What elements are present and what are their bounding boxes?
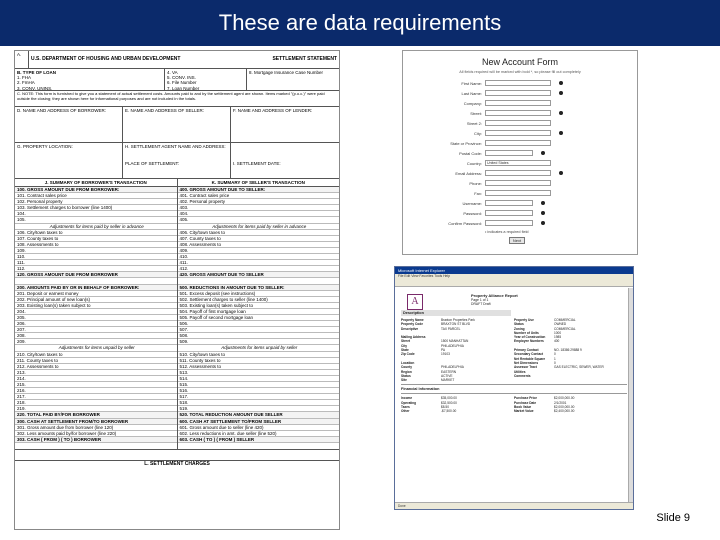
account-field-row <box>403 158 637 168</box>
detail-key: Street <box>401 339 411 344</box>
field-label: Username: <box>462 200 482 206</box>
text-input[interactable] <box>485 170 551 176</box>
detail-key: Region <box>401 369 412 374</box>
detail-value: 0 <box>554 352 556 357</box>
detail-key: Secondary Contact <box>514 352 544 357</box>
form-line: 100. GROSS AMOUNT DUE FROM BORROWER: <box>15 187 177 193</box>
detail-key: Taxes <box>401 405 410 410</box>
property-right-details <box>514 318 627 382</box>
detail-value: PA <box>441 348 446 353</box>
account-field-row <box>403 88 637 98</box>
required-marker-icon <box>541 211 545 215</box>
loan-option: 4. VA <box>167 70 178 75</box>
text-input[interactable] <box>485 150 533 156</box>
form-line: 402. Personal property <box>178 199 340 205</box>
country-select[interactable]: United States <box>485 160 551 166</box>
loan-option: 5. CONV. INS. <box>167 75 196 81</box>
loan-option: 1. FHA <box>17 75 32 81</box>
loan-option: 3. CONV. UNINS. <box>17 85 53 91</box>
form-line: 603. CASH ( TO ) ( FROM ) SELLER <box>178 437 340 443</box>
place-of-settlement-label: PLACE OF SETTLEMENT: <box>125 161 180 167</box>
detail-row <box>401 409 514 413</box>
financial-section: Financial Information <box>401 387 440 392</box>
text-input[interactable] <box>485 140 551 146</box>
required-marker-icon <box>541 201 545 205</box>
detail-key: Status <box>401 373 411 378</box>
field-label: Street 2: <box>466 120 482 126</box>
detail-key: Site <box>401 378 407 383</box>
required-marker-icon <box>559 111 563 115</box>
detail-value: -$7,500.00 <box>441 409 457 414</box>
form-section-a: A. <box>15 51 29 68</box>
window-scrollbar[interactable] <box>628 288 633 502</box>
form-line: 210. City/town taxes to <box>15 352 177 358</box>
detail-key: Market Value <box>514 409 534 414</box>
form-line: 111. <box>15 260 177 266</box>
borrower-summary-header: J. SUMMARY OF BORROWER'S TRANSACTION <box>15 179 178 186</box>
detail-key: Income <box>401 396 413 401</box>
detail-value: $2,000,000.00 <box>554 405 575 410</box>
detail-value: COMMERCIAL <box>554 326 576 331</box>
detail-key: Descriptive <box>401 326 419 331</box>
account-field-row <box>403 98 637 108</box>
form-line: 514. <box>178 376 340 382</box>
loan-option: 2. FmHA <box>17 80 35 86</box>
report-address-line: Page 1 of 1 <box>471 298 489 302</box>
detail-value: 1500 MANHATTAN <box>441 339 469 344</box>
form-line: 411. <box>178 260 340 266</box>
form-line: 500. REDUCTIONS IN AMOUNT DUE TO SELLER: <box>178 285 340 291</box>
form-line: Adjustments for items unpaid by seller <box>15 345 177 351</box>
detail-key: City <box>401 343 408 348</box>
text-input[interactable] <box>485 220 533 226</box>
settlement-agent-label: H. SETTLEMENT AGENT NAME AND ADDRESS: <box>125 144 226 149</box>
form-line: 507. <box>178 327 340 333</box>
text-input[interactable] <box>485 100 551 106</box>
detail-key: Assessor Tract <box>514 365 537 370</box>
detail-value: TAX PARCEL <box>441 326 461 331</box>
account-field-row <box>403 208 637 218</box>
form-agency: U.S. DEPARTMENT OF HOUSING AND URBAN DEVELOPMENT <box>31 55 181 62</box>
company-logo: A <box>407 294 423 310</box>
detail-key: County <box>401 365 412 370</box>
form-line: 509. <box>178 339 340 345</box>
detail-value: PHILADELPHIA <box>441 365 464 370</box>
detail-key: Comments <box>514 373 531 378</box>
form-line: 102. Personal property <box>15 199 177 205</box>
field-label: Last Name: <box>461 90 482 96</box>
account-field-row <box>403 78 637 88</box>
form-line: 208. <box>15 333 177 339</box>
next-button[interactable]: Next <box>509 237 525 244</box>
form-line: 105. <box>15 217 177 223</box>
form-line: 512. Assessments to <box>178 364 340 370</box>
form-line: 404. <box>178 211 340 217</box>
form-line: 504. Payoff of first mortgage loan <box>178 309 340 315</box>
settlement-date-label: I. SETTLEMENT DATE: <box>233 161 281 166</box>
form-line: 200. AMOUNTS PAID BY OR IN BEHALF OF BORROWER: <box>15 285 177 291</box>
detail-value: NO. 18386 29888 9 <box>554 348 582 353</box>
form-line: 206. <box>15 321 177 327</box>
form-note: C. NOTE: This form is furnished to give you a statement of actual settlement costs. Amounts paid to and by the settlement agent are shown. Items marked "(p.o.c.)" were paid outside the closing; they are shown here for informational purposes and are not included in the totals. <box>17 91 325 101</box>
account-field-row <box>403 168 637 178</box>
account-field-row <box>403 178 637 188</box>
account-form-title: New Account Form <box>481 57 559 67</box>
detail-key: Utilities <box>514 369 526 374</box>
form-line: 510. City/town taxes to <box>178 352 340 358</box>
file-number-label: 6. File Number <box>167 80 197 86</box>
form-line: 403. <box>178 205 340 211</box>
window-title: Microsoft Internet Explorer <box>395 267 633 274</box>
form-line: 511. County taxes to <box>178 358 340 364</box>
form-line: 600. CASH AT SETTLEMENT TO/FROM SELLER <box>178 419 340 425</box>
detail-value: 1 <box>554 356 556 361</box>
form-line: 420. GROSS AMOUNT DUE TO SELLER <box>178 272 340 278</box>
detail-value: 400 <box>554 339 560 344</box>
field-label: State or Province: <box>450 140 482 146</box>
form-line: 120. GROSS AMOUNT DUE FROM BORROWER <box>15 272 177 278</box>
text-input[interactable] <box>485 190 551 196</box>
form-line: 602. Less reductions in amt. due seller (line 520) <box>178 431 340 437</box>
account-field-row <box>403 128 637 138</box>
form-line: 109. <box>15 248 177 254</box>
detail-key: Property Use <box>514 318 534 322</box>
detail-key: Employee Numbers <box>514 339 544 344</box>
detail-value: $8.50 <box>441 405 449 410</box>
detail-key: Net Rentable Square <box>514 356 546 361</box>
form-line: 106. City/town taxes to <box>15 230 177 236</box>
new-account-form <box>402 50 638 255</box>
account-fields <box>403 78 637 228</box>
form-line: 220. TOTAL PAID BY/FOR BORROWER <box>15 412 177 418</box>
form-line: 518. <box>178 400 340 406</box>
form-line: Adjustments for items unpaid by seller <box>178 345 340 351</box>
detail-key: Property Code <box>401 322 423 327</box>
property-left-details <box>401 318 514 382</box>
form-line: 205. <box>15 315 177 321</box>
form-line: 517. <box>178 394 340 400</box>
financial-right-details <box>514 396 627 413</box>
text-input[interactable] <box>485 90 551 96</box>
slide-title: These are data requirements <box>0 0 720 46</box>
detail-value: GAS ELECTRIC, SEWER, WATER <box>554 365 604 370</box>
required-marker-icon <box>559 131 563 135</box>
form-line: 216. <box>15 388 177 394</box>
form-line: 515. <box>178 382 340 388</box>
detail-key: Property Name <box>401 318 424 322</box>
form-line: 400. GROSS AMOUNT DUE TO SELLER: <box>178 187 340 193</box>
field-label: Street: <box>470 110 482 116</box>
form-line: 211. County taxes to <box>15 358 177 364</box>
detail-key: State <box>401 348 409 353</box>
field-label: Company: <box>463 100 482 106</box>
seller-lines <box>178 187 340 449</box>
detail-key: Status <box>514 322 524 327</box>
text-input[interactable] <box>485 110 551 116</box>
form-line: 214. <box>15 376 177 382</box>
detail-key: Year of Construction <box>514 335 546 340</box>
mortgage-insurance-label: 8. Mortgage Insurance Case Number <box>249 70 324 75</box>
text-input[interactable] <box>485 180 551 186</box>
detail-value: BRAXTON ST BLVD <box>441 322 471 327</box>
form-title: SETTLEMENT STATEMENT <box>272 55 337 62</box>
detail-value: EASTERN <box>441 369 457 374</box>
detail-value: $32,500.00 <box>441 400 457 405</box>
form-line: 209. <box>15 339 177 345</box>
description-section: Description <box>401 310 511 316</box>
account-field-row <box>403 188 637 198</box>
form-line: 409. <box>178 248 340 254</box>
form-line: 520. TOTAL REDUCTION AMOUNT DUE SELLER <box>178 412 340 418</box>
detail-value: ACTIVE <box>441 373 453 378</box>
property-report-window <box>394 266 634 510</box>
borrower-lines <box>15 187 178 449</box>
required-marker-icon <box>541 151 545 155</box>
field-label: Email Address: <box>455 170 482 176</box>
form-line: 506. <box>178 321 340 327</box>
form-line: 101. Contract sales price <box>15 193 177 199</box>
field-label: Fax: <box>474 190 482 196</box>
form-line: Adjustments for items paid by seller in advance <box>178 224 340 230</box>
form-line: 104. <box>15 211 177 217</box>
window-menu[interactable]: File Edit View Favorites Tools Help <box>395 274 633 279</box>
required-marker-icon <box>559 91 563 95</box>
form-line: 212. Assessments to <box>15 364 177 370</box>
financial-left-details <box>401 396 514 413</box>
detail-key: Other <box>401 409 410 414</box>
required-marker-icon <box>559 81 563 85</box>
detail-value: COMMERCIAL <box>554 318 576 322</box>
form-line: 519. <box>178 406 340 412</box>
borrower-name-label: D. NAME AND ADDRESS OF BORROWER: <box>15 107 123 142</box>
form-line: 406. City/town taxes to <box>178 230 340 236</box>
report-address-line: DRAFT Draft <box>471 302 491 306</box>
form-line: 410. <box>178 254 340 260</box>
text-input[interactable] <box>485 120 551 126</box>
form-line: 300. CASH AT SETTLEMENT FROM/TO BORROWER <box>15 419 177 425</box>
detail-value: $35,000.00 <box>441 396 457 401</box>
required-marker-icon <box>559 171 563 175</box>
account-field-row <box>403 218 637 228</box>
field-label: Password: <box>463 210 482 216</box>
detail-key: Purchase Date <box>514 400 537 405</box>
detail-row <box>514 374 627 378</box>
detail-key: Mailing Address <box>401 335 426 340</box>
form-line: 215. <box>15 382 177 388</box>
required-marker-icon <box>541 221 545 225</box>
text-input[interactable] <box>485 200 533 206</box>
form-line: 217. <box>15 394 177 400</box>
form-line: 110. <box>15 254 177 260</box>
form-line: 108. Assessments to <box>15 242 177 248</box>
loan-number-label: 7. Loan Number <box>167 85 200 91</box>
form-line: 501. Excess deposit (see instructions) <box>178 291 340 297</box>
detail-key: Book Value <box>514 405 532 410</box>
account-field-row <box>403 148 637 158</box>
detail-value: PHILADELPHIA <box>441 343 464 348</box>
account-field-row <box>403 198 637 208</box>
window-toolbar[interactable] <box>395 279 633 287</box>
text-input[interactable] <box>485 210 533 216</box>
account-form-subtitle: All fields required will be marked with bold *, so please fill out completely <box>459 70 581 74</box>
form-line: 103. Settlement charges to borrower (line 1400) <box>15 205 177 211</box>
settlement-statement-form <box>14 50 340 530</box>
detail-key: Net Dimensions <box>514 360 539 365</box>
form-line: 405. <box>178 217 340 223</box>
detail-value: 2/1/2001 <box>554 400 567 405</box>
text-input[interactable] <box>485 130 551 136</box>
account-field-row <box>403 118 637 128</box>
detail-key: Purchase Price <box>514 396 538 401</box>
form-line: 412. <box>178 266 340 272</box>
field-label: Postal Code: <box>459 150 482 156</box>
field-label: City: <box>474 130 482 136</box>
slide-number: Slide 9 <box>656 512 690 524</box>
form-line: 303. CASH ( FROM ) ( TO ) BORROWER <box>15 437 177 443</box>
field-label: Confirm Password: <box>448 220 482 226</box>
form-line: 204. <box>15 309 177 315</box>
form-line: 301. Gross amount due from borrower (line 120) <box>15 425 177 431</box>
detail-row <box>401 378 514 382</box>
report-company: Property Alliance Report <box>471 293 518 298</box>
detail-value: Braxton Properties Park <box>441 318 475 322</box>
field-label: First Name: <box>461 80 482 86</box>
form-line: 401. Contract sales price <box>178 193 340 199</box>
lender-name-label: F. NAME AND ADDRESS OF LENDER: <box>233 108 313 113</box>
window-status: Done <box>395 502 633 509</box>
seller-summary-header: K. SUMMARY OF SELLER'S TRANSACTION <box>211 180 305 185</box>
form-line: 203. Existing loan(s) taken subject to <box>15 303 177 309</box>
detail-key: Zoning <box>514 326 525 331</box>
form-line: 202. Principal amount of new loan(s) <box>15 297 177 303</box>
property-location-label: G. PROPERTY LOCATION: <box>15 143 123 178</box>
form-line: 408. Assessments to <box>178 242 340 248</box>
form-line: 503. Existing loan(s) taken subject to <box>178 303 340 309</box>
account-field-row <box>403 138 637 148</box>
form-line: 213. <box>15 370 177 376</box>
property-report-content <box>395 288 633 502</box>
detail-value: $2,400,000.00 <box>554 409 575 414</box>
required-note: • indicates a required field <box>485 230 529 234</box>
detail-key: Zip Code <box>401 352 415 357</box>
form-line: 508. <box>178 333 340 339</box>
detail-value: 0 <box>554 360 556 365</box>
form-line: 302. Less amounts paid by/for borrower (line 220) <box>15 431 177 437</box>
detail-value: $2,000,000.00 <box>554 396 575 401</box>
text-input[interactable] <box>485 80 551 86</box>
detail-row <box>514 409 627 413</box>
detail-value: OWNED <box>554 322 567 327</box>
form-line: 201. Deposit or earnest money <box>15 291 177 297</box>
form-line: 516. <box>178 388 340 394</box>
detail-key: Number of Units <box>514 330 539 335</box>
form-line: 513. <box>178 370 340 376</box>
type-of-loan-label: B. TYPE OF LOAN <box>17 70 57 75</box>
detail-value: 19103 <box>441 352 450 357</box>
form-line: 207. <box>15 327 177 333</box>
form-line: 502. Settlement charges to seller (line 1400) <box>178 297 340 303</box>
settlement-charges-label: L. SETTLEMENT CHARGES <box>15 460 339 468</box>
detail-key: Primary Contact <box>514 348 539 353</box>
form-line: Adjustments for items paid by seller in advance <box>15 224 177 230</box>
form-line: 107. County taxes to <box>15 236 177 242</box>
form-line: 219. <box>15 406 177 412</box>
form-line: 407. County taxes to <box>178 236 340 242</box>
form-line: 112. <box>15 266 177 272</box>
account-field-row <box>403 108 637 118</box>
form-line: 218. <box>15 400 177 406</box>
field-label: Country: <box>466 160 482 166</box>
detail-key: Operating <box>401 400 417 405</box>
form-line: 505. Payoff of second mortgage loan <box>178 315 340 321</box>
form-line: 601. Gross amount due to seller (line 420) <box>178 425 340 431</box>
seller-name-label: E. NAME AND ADDRESS OF SELLER: <box>123 107 231 142</box>
detail-key: Location <box>401 360 415 365</box>
detail-value: 1985 <box>554 335 562 340</box>
detail-value: 1000 <box>554 330 562 335</box>
detail-value: MARKET <box>441 378 455 383</box>
field-label: Phone: <box>469 180 482 186</box>
